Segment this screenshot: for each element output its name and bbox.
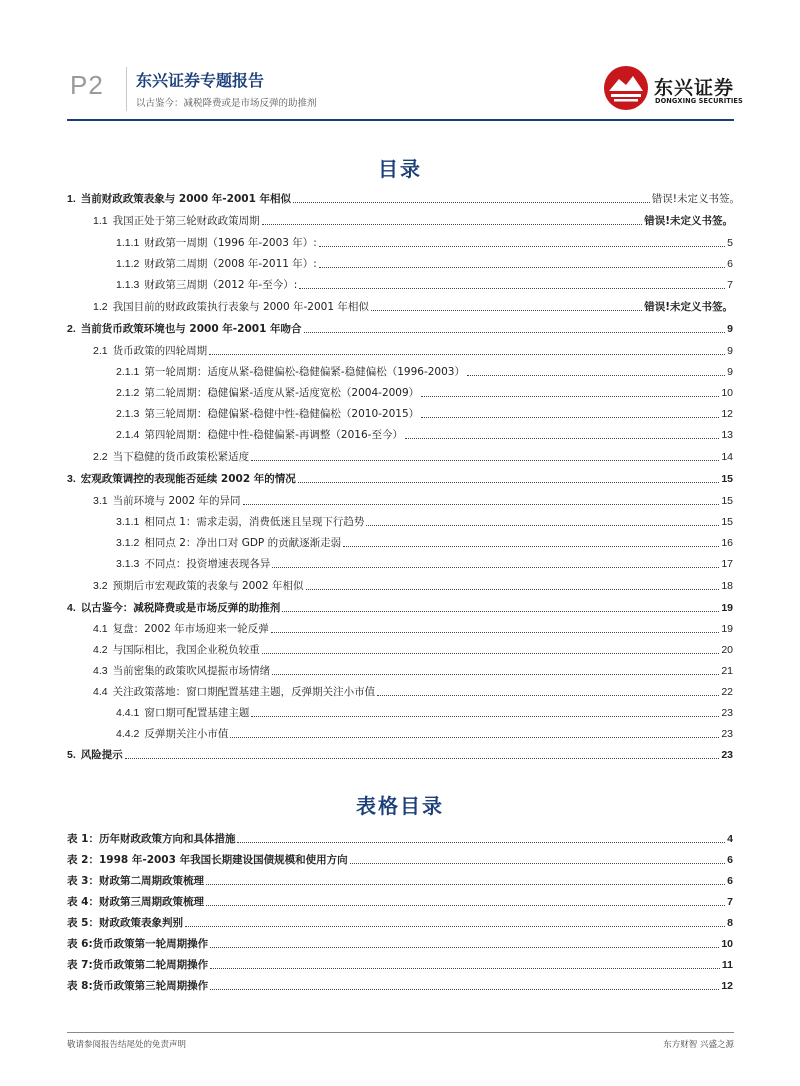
- company-logo: [602, 64, 742, 112]
- toc-entry-4-2[interactable]: [93, 637, 733, 657]
- toc-page: 14: [721, 451, 733, 463]
- toc-leader: [350, 863, 726, 864]
- toc-page: 6: [727, 854, 733, 866]
- toc-num: 2.1.3: [116, 408, 140, 420]
- toc-page: 错误!未定义书签。: [644, 301, 733, 313]
- toc-leader: [206, 884, 725, 885]
- table-toc-entry[interactable]: [67, 847, 733, 867]
- toc-num: 1.1.2: [116, 258, 140, 270]
- toc-leader: [272, 674, 719, 675]
- toc-text: 复盘：2002 年市场迎来一轮反弹: [112, 623, 269, 635]
- toc-page: 8: [727, 917, 733, 929]
- page-number: P2: [70, 70, 104, 100]
- toc-text: 关注政策落地：窗口期配置基建主题，反弹期关注小市值: [112, 686, 376, 698]
- table-toc-title: 表格目录: [356, 794, 444, 818]
- toc-leader: [230, 737, 719, 738]
- toc-entry-2-2[interactable]: [93, 444, 733, 464]
- toc-entry-4-1[interactable]: [93, 616, 733, 636]
- toc-page: 5: [727, 237, 733, 249]
- toc-page: 21: [721, 665, 733, 677]
- toc-page: 10: [721, 387, 733, 399]
- toc-page: 9: [727, 345, 733, 357]
- toc-entry-2-1-4[interactable]: [116, 422, 733, 442]
- table-toc-entry[interactable]: [67, 826, 733, 846]
- table-toc-entry[interactable]: [67, 973, 733, 993]
- toc-entry-3[interactable]: [67, 466, 733, 486]
- table-toc-entry[interactable]: [67, 931, 733, 951]
- toc-text: 第二轮周期：稳健偏紧-适度从紧-适度宽松（2004-2009）: [144, 387, 420, 399]
- toc-num: 1.1.3: [116, 279, 140, 291]
- toc-leader: [210, 968, 720, 969]
- toc-num: 4.1: [93, 623, 108, 635]
- toc-entry-2-1-3[interactable]: [116, 401, 733, 421]
- toc-entry-1-1[interactable]: [93, 208, 733, 228]
- toc-leader: [210, 989, 719, 990]
- toc-page: 22: [721, 686, 733, 698]
- toc-entry-1-1-1[interactable]: [116, 230, 733, 250]
- table-toc-entry[interactable]: [67, 868, 733, 888]
- toc-page: 15: [721, 516, 733, 528]
- footer-rule: [67, 1032, 734, 1033]
- toc-page: 9: [727, 323, 733, 335]
- toc-entry-2-1-1[interactable]: [116, 359, 733, 379]
- toc-num: 3.1.2: [116, 537, 140, 549]
- toc-leader: [299, 288, 725, 289]
- toc-text: 宏观政策调控的表现能否延续 2002 年的情况: [80, 473, 296, 485]
- report-title: 以古鉴今：减税降费或是市场反弹的助推剂: [136, 98, 317, 109]
- toc-leader: [319, 246, 725, 247]
- table-toc-entry[interactable]: [67, 910, 733, 930]
- toc-page: 19: [721, 623, 733, 635]
- toc-entry-1[interactable]: [67, 186, 740, 206]
- toc-leader: [206, 905, 725, 906]
- toc-page: 18: [721, 580, 733, 592]
- logo-name-cn: 东兴证券: [654, 77, 735, 99]
- toc-num: 4.4.2: [116, 728, 140, 740]
- toc-entry-3-1-2[interactable]: [116, 530, 733, 550]
- toc-num: 2.2: [93, 451, 108, 463]
- toc-page: 7: [727, 279, 733, 291]
- toc-text: 反弹期关注小市值: [144, 728, 229, 740]
- toc-page: 23: [721, 728, 733, 740]
- toc-text: 我国正处于第三轮财政政策周期: [112, 215, 260, 227]
- toc-num: 3.1.1: [116, 516, 140, 528]
- toc-leader: [421, 396, 719, 397]
- toc-num: 1.2: [93, 301, 108, 313]
- toc-leader: [125, 758, 720, 759]
- toc-num: 4.2: [93, 644, 108, 656]
- toc-entry-4-4-2[interactable]: [116, 721, 733, 741]
- toc-text: 窗口期可配置基建主题: [144, 707, 250, 719]
- toc-leader: [405, 438, 719, 439]
- toc-page: 错误!未定义书签。: [651, 193, 740, 205]
- toc-num: 1.: [67, 193, 76, 205]
- toc-text: 风险提示: [80, 749, 123, 761]
- toc-entry-1-2[interactable]: [93, 294, 733, 314]
- table-toc-text: 表 8:货币政策第三轮周期操作: [67, 980, 209, 992]
- toc-text: 我国目前的财政政策执行表象与 2000 年-2001 年相似: [112, 301, 369, 313]
- header-rule: [67, 119, 734, 121]
- toc-num: 4.: [67, 602, 76, 614]
- toc-page: 13: [721, 429, 733, 441]
- header-divider: [126, 67, 127, 111]
- toc-text: 当前环境与 2002 年的异同: [112, 495, 241, 507]
- table-toc-text: 表 6:货币政策第一轮周期操作: [67, 938, 209, 950]
- toc-entry-1-1-3[interactable]: [116, 272, 733, 292]
- toc-leader: [366, 525, 719, 526]
- toc-text: 财政第二周期（2008 年-2011 年）:: [144, 258, 317, 270]
- toc-entry-3-1-1[interactable]: [116, 509, 733, 529]
- toc-text: 不同点：投资增速表现各异: [144, 558, 271, 570]
- table-toc-entry[interactable]: [67, 952, 733, 972]
- toc-leader: [298, 482, 720, 483]
- toc-leader: [237, 842, 725, 843]
- toc-text: 当前密集的政策吹风提振市场情绪: [112, 665, 271, 677]
- toc-page: 错误!未定义书签。: [644, 215, 733, 227]
- toc-leader: [306, 589, 720, 590]
- toc-text: 第一轮周期：适度从紧-稳健偏松-稳健偏紧-稳健偏松（1996-2003）: [144, 366, 465, 378]
- toc-num: 2.1.4: [116, 429, 140, 441]
- toc-page: 7: [727, 896, 733, 908]
- toc-text: 与国际相比，我国企业税负较重: [112, 644, 260, 656]
- toc-page: 17: [721, 558, 733, 570]
- toc-entry-4-4-1[interactable]: [116, 700, 733, 720]
- toc-entry-3-2[interactable]: [93, 573, 733, 593]
- toc-page: 6: [727, 258, 733, 270]
- toc-num: 2.: [67, 323, 76, 335]
- toc-leader: [319, 267, 725, 268]
- toc-entry-2-1-2[interactable]: [116, 380, 733, 400]
- toc-page: 20: [721, 644, 733, 656]
- toc-title: 目录: [378, 157, 422, 181]
- toc-page: 12: [721, 408, 733, 420]
- toc-leader: [210, 947, 719, 948]
- toc-page: 4: [727, 833, 733, 845]
- toc-text: 第三轮周期：稳健偏紧-稳健中性-稳健偏松（2010-2015）: [144, 408, 420, 420]
- toc-text: 预期后市宏观政策的表象与 2002 年相似: [112, 580, 304, 592]
- toc-entry-4[interactable]: [67, 595, 733, 615]
- toc-text: 财政第三周期（2012 年-至今）:: [144, 279, 298, 291]
- toc-text: 货币政策的四轮周期: [112, 345, 208, 357]
- toc-page: 23: [721, 749, 733, 761]
- logo-emblem-icon: [602, 64, 650, 112]
- toc-leader: [293, 202, 650, 203]
- toc-num: 1.1: [93, 215, 108, 227]
- toc-text: 财政第一周期（1996 年-2003 年）:: [144, 237, 317, 249]
- table-toc-text: 表 4：财政第三周期政策梳理: [67, 896, 204, 908]
- toc-num: 4.4: [93, 686, 108, 698]
- footer-disclaimer: 敬请参阅报告结尾处的免责声明: [67, 1040, 187, 1050]
- toc-num: 4.3: [93, 665, 108, 677]
- toc-page: 15: [721, 495, 733, 507]
- toc-num: 3.2: [93, 580, 108, 592]
- toc-text: 相同点 1：需求走弱，消费低迷且呈现下行趋势: [144, 516, 365, 528]
- table-toc-text: 表 5：财政政策表象判别: [67, 917, 183, 929]
- page-header: [0, 0, 800, 125]
- report-type: 东兴证券专题报告: [136, 71, 265, 90]
- logo-name-en: DONGXING SECURITIES: [655, 97, 743, 105]
- toc-num: 2.1: [93, 345, 108, 357]
- toc-leader: [421, 417, 719, 418]
- toc-entry-2-1[interactable]: [93, 338, 733, 358]
- toc-text: 相同点 2：净出口对 GDP 的贡献逐渐走弱: [144, 537, 342, 549]
- toc-num: 3.1.3: [116, 558, 140, 570]
- table-toc-text: 表 7:货币政策第二轮周期操作: [67, 959, 209, 971]
- toc-num: 5.: [67, 749, 76, 761]
- toc-leader: [262, 653, 720, 654]
- toc-num: 3.: [67, 473, 76, 485]
- toc-page: 15: [721, 473, 733, 485]
- toc-num: 4.4.1: [116, 707, 140, 719]
- table-toc-text: 表 2：1998 年-2003 年我国长期建设国债规模和使用方向: [67, 854, 348, 866]
- toc-leader: [272, 567, 719, 568]
- toc-text: 第四轮周期：稳健中性-稳健偏紧-再调整（2016-至今）: [144, 429, 403, 441]
- footer-slogan: 东方财智 兴盛之源: [663, 1040, 734, 1050]
- toc-text: 当前货币政策环境也与 2000 年-2001 年吻合: [80, 323, 302, 335]
- toc-page: 9: [727, 366, 733, 378]
- toc-leader: [467, 375, 725, 376]
- toc-page: 16: [721, 537, 733, 549]
- toc-num: 3.1: [93, 495, 108, 507]
- toc-entry-5[interactable]: [67, 742, 733, 762]
- toc-leader: [262, 224, 643, 225]
- toc-leader: [243, 504, 720, 505]
- table-toc-text: 表 3：财政第二周期政策梳理: [67, 875, 204, 887]
- toc-num: 2.1.1: [116, 366, 140, 378]
- toc-leader: [343, 546, 719, 547]
- toc-page: 12: [721, 980, 733, 992]
- toc-page: 11: [721, 959, 733, 971]
- toc-text: 当前财政政策表象与 2000 年-2001 年相似: [80, 193, 292, 205]
- toc-entry-3-1-3[interactable]: [116, 551, 733, 571]
- toc-leader: [209, 354, 725, 355]
- toc-page: 19: [721, 602, 733, 614]
- toc-entry-2[interactable]: [67, 316, 733, 336]
- toc-entry-3-1[interactable]: [93, 488, 733, 508]
- toc-entry-4-3[interactable]: [93, 658, 733, 678]
- toc-leader: [371, 310, 642, 311]
- toc-text: 当下稳健的货币政策松紧适度: [112, 451, 250, 463]
- toc-leader: [251, 460, 719, 461]
- toc-leader: [377, 695, 719, 696]
- toc-page: 10: [721, 938, 733, 950]
- toc-page: 6: [727, 875, 733, 887]
- toc-num: 1.1.1: [116, 237, 140, 249]
- table-toc-entry[interactable]: [67, 889, 733, 909]
- toc-leader: [271, 632, 720, 633]
- toc-leader: [185, 926, 725, 927]
- toc-leader: [251, 716, 719, 717]
- toc-text: 以古鉴今：减税降费或是市场反弹的助推剂: [80, 602, 281, 614]
- table-toc-text: 表 1：历年财政政策方向和具体措施: [67, 833, 236, 845]
- toc-leader: [304, 332, 726, 333]
- toc-entry-1-1-2[interactable]: [116, 251, 733, 271]
- toc-num: 2.1.2: [116, 387, 140, 399]
- toc-entry-4-4[interactable]: [93, 679, 733, 699]
- toc-leader: [282, 611, 719, 612]
- toc-page: 23: [721, 707, 733, 719]
